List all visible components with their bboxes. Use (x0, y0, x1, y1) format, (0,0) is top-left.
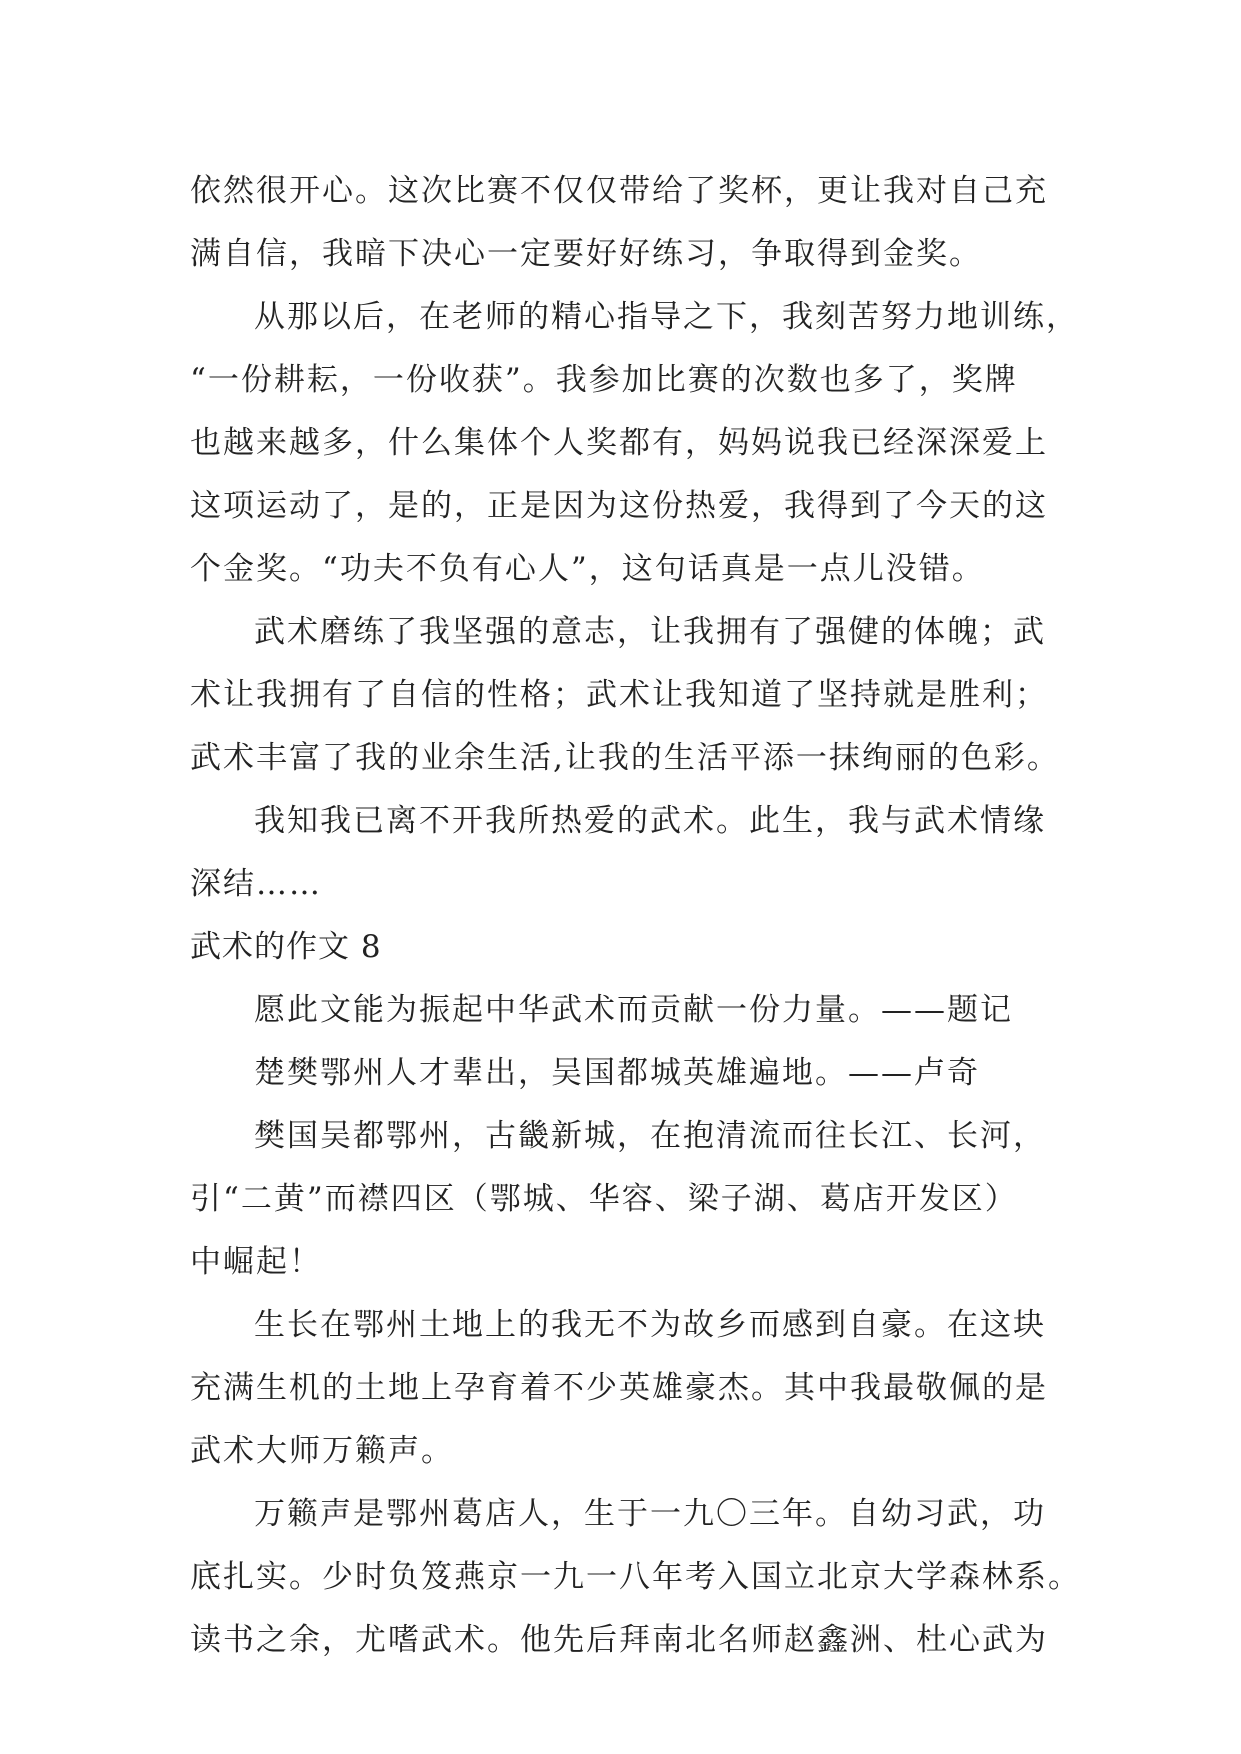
section-heading: 武术的作文 8 (190, 929, 382, 965)
text-line: 从那以后，在老师的精心指导之下，我刻苦努力地训练， (254, 299, 1079, 335)
text-line: “一份耕耘，一份收获”。我参加比赛的次数也多了，奖牌 (190, 362, 1018, 398)
text-line: 底扎实。少时负笈燕京一九一八年考入国立北京大学森林系。 (190, 1559, 1081, 1595)
text-line: 武术磨练了我坚强的意志，让我拥有了强健的体魄；武 (254, 614, 1046, 650)
text-line: 万籁声是鄂州葛店人，生于一九〇三年。自幼习武，功 (254, 1496, 1046, 1532)
text-line: 深结…… (190, 866, 322, 902)
text-line: 中崛起！ (190, 1244, 322, 1280)
text-line: 充满生机的土地上孕育着不少英雄豪杰。其中我最敬佩的是 (190, 1370, 1048, 1406)
text-line: 满自信，我暗下决心一定要好好练习，争取得到金奖。 (190, 236, 982, 272)
text-line: 引“二黄”而襟四区（鄂城、华容、梁子湖、葛店开发区） (190, 1181, 1018, 1217)
text-line: 楚樊鄂州人才辈出，吴国都城英雄遍地。——卢奇 (254, 1055, 980, 1091)
text-line: 读书之余，尤嗜武术。他先后拜南北名师赵鑫洲、杜心武为 (190, 1622, 1048, 1658)
text-line: 生长在鄂州土地上的我无不为故乡而感到自豪。在这块 (254, 1307, 1046, 1343)
text-line: 也越来越多，什么集体个人奖都有，妈妈说我已经深深爱上 (190, 425, 1048, 461)
text-line: 樊国吴都鄂州，古畿新城，在抱清流而往长江、长河， (254, 1118, 1046, 1154)
text-line: 我知我已离不开我所热爱的武术。此生，我与武术情缘 (254, 803, 1046, 839)
text-line: 个金奖。“功夫不负有心人”，这句话真是一点儿没错。 (190, 551, 985, 587)
text-line: 武术丰富了我的业余生活,让我的生活平添一抹绚丽的色彩。 (190, 740, 1060, 776)
text-line: 依然很开心。这次比赛不仅仅带给了奖杯，更让我对自己充 (190, 173, 1048, 209)
text-line: 武术大师万籁声。 (190, 1433, 454, 1469)
text-line: 这项运动了，是的，正是因为这份热爱，我得到了今天的这 (190, 488, 1048, 524)
text-line: 术让我拥有了自信的性格；武术让我知道了坚持就是胜利； (190, 677, 1048, 713)
document-body (190, 160, 1081, 1672)
text-line: 愿此文能为振起中华武术而贡献一份力量。——题记 (254, 992, 1013, 1028)
